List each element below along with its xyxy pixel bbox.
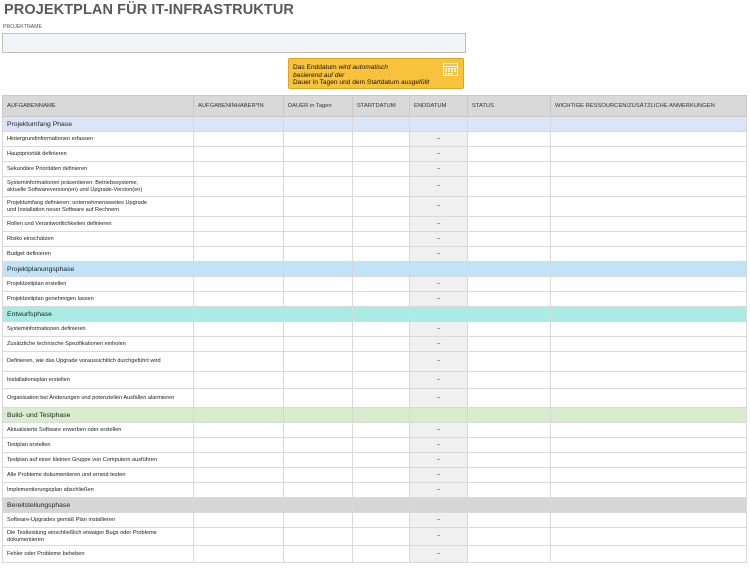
task-name-cell[interactable] [3, 352, 194, 372]
cell-start[interactable] [353, 177, 410, 197]
cell-end: – [410, 292, 468, 307]
cell-notes[interactable] [551, 528, 747, 546]
task-name: Hintergrundinformationen erfassen [7, 135, 94, 142]
cell-duration[interactable] [284, 468, 353, 483]
cell-notes[interactable] [551, 438, 747, 453]
cell-duration[interactable] [284, 292, 353, 307]
table-row [3, 197, 747, 217]
cell-status[interactable] [468, 322, 551, 337]
cell-duration[interactable] [284, 372, 353, 389]
cell-notes[interactable] [551, 322, 747, 337]
phase-cell-start[interactable] [353, 498, 410, 513]
cell-duration[interactable] [284, 177, 353, 197]
cell-end: – [410, 232, 468, 247]
table-row [3, 389, 747, 408]
task-name-cell[interactable] [3, 132, 194, 147]
table-row [3, 322, 747, 337]
cell-owner[interactable] [194, 292, 284, 307]
cell-status[interactable] [468, 232, 551, 247]
task-name: Testplan auf einer kleinen Gruppe von Computern ausführen [7, 456, 157, 463]
phase-name: Projektplanungsphase [3, 262, 194, 277]
task-name: Systeminformationen präsentieren: Betriebssysteme, [7, 179, 139, 186]
cell-status[interactable] [468, 292, 551, 307]
cell-duration[interactable] [284, 423, 353, 438]
phase-cell-start[interactable] [353, 262, 410, 277]
cell-notes[interactable] [551, 247, 747, 262]
cell-owner[interactable] [194, 337, 284, 352]
table-header-row [3, 96, 747, 117]
cell-owner[interactable] [194, 528, 284, 546]
cell-start[interactable] [353, 337, 410, 352]
cell-owner[interactable] [194, 546, 284, 563]
col-header-owner: AUFGABENINHABER*IN [194, 96, 284, 117]
phase-cell-duration[interactable] [284, 117, 353, 132]
task-name-cell[interactable] [3, 217, 194, 232]
cell-end: – [410, 277, 468, 292]
task-name-cell[interactable] [3, 147, 194, 162]
table-row [3, 177, 747, 197]
cell-notes[interactable] [551, 147, 747, 162]
cell-notes[interactable] [551, 453, 747, 468]
task-name: Installationsplan erstellen [7, 376, 70, 383]
phase-cell-status[interactable] [468, 408, 551, 423]
table-row [3, 372, 747, 389]
cell-duration[interactable] [284, 247, 353, 262]
cell-notes[interactable] [551, 217, 747, 232]
table-row [3, 528, 747, 546]
cell-duration[interactable] [284, 277, 353, 292]
task-name: Software-Upgrades gemäß Plan installieren [7, 516, 116, 523]
cell-notes[interactable] [551, 292, 747, 307]
cell-duration[interactable] [284, 352, 353, 372]
cell-end: – [410, 162, 468, 177]
cell-start[interactable] [353, 322, 410, 337]
cell-start[interactable] [353, 468, 410, 483]
phase-cell-status[interactable] [468, 117, 551, 132]
cell-status[interactable] [468, 483, 551, 498]
task-name: Alle Probleme dokumentieren und erneut testen [7, 471, 126, 478]
phase-cell-end[interactable] [410, 117, 468, 132]
cell-end: – [410, 352, 468, 372]
cell-start[interactable] [353, 132, 410, 147]
cell-notes[interactable] [551, 177, 747, 197]
phase-cell-status[interactable] [468, 498, 551, 513]
phase-cell-duration[interactable] [284, 307, 353, 322]
phase-row [3, 307, 747, 322]
phase-cell-end[interactable] [410, 498, 468, 513]
cell-owner[interactable] [194, 468, 284, 483]
task-name-line2: dokumentieren [7, 536, 45, 543]
cell-start[interactable] [353, 423, 410, 438]
cell-owner[interactable] [194, 247, 284, 262]
col-header-notes: WICHTIGE RESSOURCEN/ZUSÄTZLICHE ANMERKUNGEN [551, 96, 747, 117]
cell-duration[interactable] [284, 162, 353, 177]
phase-cell-status[interactable] [468, 307, 551, 322]
cell-status[interactable] [468, 277, 551, 292]
table-row [3, 162, 747, 177]
cell-owner[interactable] [194, 453, 284, 468]
task-name-line2: und Installation neuer Software auf Rechnern [7, 206, 120, 213]
cell-start[interactable] [353, 162, 410, 177]
cell-start[interactable] [353, 217, 410, 232]
cell-end: – [410, 337, 468, 352]
task-name: Die Testleistung einschließlich etwaiger Bugs oder Probleme [7, 529, 157, 536]
cell-duration[interactable] [284, 197, 353, 217]
phase-cell-duration[interactable] [284, 498, 353, 513]
cell-owner[interactable] [194, 132, 284, 147]
cell-end: – [410, 217, 468, 232]
phase-cell-owner[interactable] [194, 117, 284, 132]
task-name-cell[interactable] [3, 528, 194, 546]
cell-duration[interactable] [284, 337, 353, 352]
cell-start[interactable] [353, 277, 410, 292]
cell-notes[interactable] [551, 389, 747, 408]
task-name: Risiko einschätzen [7, 235, 54, 242]
table-row [3, 337, 747, 352]
task-name: Sekundäre Prioritäten definieren [7, 165, 88, 172]
task-name-cell[interactable] [3, 423, 194, 438]
cell-start[interactable] [353, 292, 410, 307]
cell-owner[interactable] [194, 277, 284, 292]
cell-owner[interactable] [194, 217, 284, 232]
cell-owner[interactable] [194, 162, 284, 177]
task-name-cell[interactable] [3, 372, 194, 389]
task-name: Testplan erstellen [7, 441, 51, 448]
task-name-cell[interactable] [3, 389, 194, 408]
cell-owner[interactable] [194, 147, 284, 162]
cell-status[interactable] [468, 162, 551, 177]
cell-duration[interactable] [284, 322, 353, 337]
cell-end: – [410, 197, 468, 217]
cell-duration[interactable] [284, 528, 353, 546]
cell-status[interactable] [468, 372, 551, 389]
table-row [3, 483, 747, 498]
cell-start[interactable] [353, 247, 410, 262]
project-name-field[interactable] [2, 33, 466, 53]
phase-cell-start[interactable] [353, 117, 410, 132]
task-name-line2: aktuelle Softwareversion(en) und Upgrade-Version(en) [7, 186, 143, 193]
table-row [3, 232, 747, 247]
calendar-icon [443, 63, 458, 76]
task-name-cell[interactable] [3, 162, 194, 177]
cell-owner[interactable] [194, 423, 284, 438]
phase-name: Projektumfang Phase [3, 117, 194, 132]
phase-name: Build- und Testphase [3, 408, 194, 423]
phase-row [3, 262, 747, 277]
phase-cell-start[interactable] [353, 408, 410, 423]
table-row [3, 352, 747, 372]
task-name: Projektumfang definieren: unternehmensweites Upgrade [7, 199, 147, 206]
phase-cell-status[interactable] [468, 262, 551, 277]
phase-row [3, 408, 747, 423]
cell-owner[interactable] [194, 352, 284, 372]
cell-start[interactable] [353, 352, 410, 372]
cell-owner[interactable] [194, 322, 284, 337]
cell-end: – [410, 468, 468, 483]
cell-notes[interactable] [551, 513, 747, 528]
page-title: PROJEKTPLAN FÜR IT-INFRASTRUKTUR [4, 2, 294, 18]
cell-notes[interactable] [551, 277, 747, 292]
phase-cell-notes[interactable] [551, 498, 747, 513]
cell-end: – [410, 483, 468, 498]
task-name: Rollen und Verantwortlichkeiten definieren [7, 220, 112, 227]
cell-start[interactable] [353, 453, 410, 468]
task-name-cell[interactable] [3, 322, 194, 337]
cell-duration[interactable] [284, 546, 353, 563]
cell-start[interactable] [353, 232, 410, 247]
cell-owner[interactable] [194, 483, 284, 498]
cell-status[interactable] [468, 352, 551, 372]
cell-end: – [410, 147, 468, 162]
cell-status[interactable] [468, 247, 551, 262]
task-name-cell[interactable] [3, 483, 194, 498]
cell-duration[interactable] [284, 147, 353, 162]
cell-notes[interactable] [551, 483, 747, 498]
table-row [3, 438, 747, 453]
cell-status[interactable] [468, 513, 551, 528]
cell-start[interactable] [353, 546, 410, 563]
cell-status[interactable] [468, 197, 551, 217]
cell-end: – [410, 453, 468, 468]
phase-cell-notes[interactable] [551, 117, 747, 132]
phase-row [3, 498, 747, 513]
task-name-cell[interactable] [3, 247, 194, 262]
cell-owner[interactable] [194, 438, 284, 453]
cell-end: – [410, 423, 468, 438]
task-name-cell[interactable] [3, 277, 194, 292]
cell-status[interactable] [468, 528, 551, 546]
col-header-task: AUFGABENNAME [3, 96, 194, 117]
phase-cell-end[interactable] [410, 307, 468, 322]
phase-cell-end[interactable] [410, 262, 468, 277]
cell-start[interactable] [353, 372, 410, 389]
cell-duration[interactable] [284, 438, 353, 453]
cell-duration[interactable] [284, 453, 353, 468]
cell-notes[interactable] [551, 197, 747, 217]
table-row [3, 513, 747, 528]
phase-name: Entwurfsphase [3, 307, 194, 322]
cell-status[interactable] [468, 217, 551, 232]
cell-notes[interactable] [551, 162, 747, 177]
cell-end: – [410, 322, 468, 337]
cell-owner[interactable] [194, 513, 284, 528]
task-name-cell[interactable] [3, 232, 194, 247]
task-name: Hauptpriorität definieren [7, 150, 67, 157]
col-header-status: STATUS [468, 96, 551, 117]
task-name-cell[interactable] [3, 337, 194, 352]
task-name: Zusätzliche technische Spezifikationen einholen [7, 340, 126, 347]
task-name-cell[interactable] [3, 177, 194, 197]
task-name: Organisation bei Änderungen und potenziellen Ausfällen alarmieren [7, 394, 175, 401]
table-row [3, 147, 747, 162]
cell-status[interactable] [468, 438, 551, 453]
table-row [3, 468, 747, 483]
task-name: Systeminformationen definieren [7, 325, 86, 332]
cell-start[interactable] [353, 438, 410, 453]
cell-start[interactable] [353, 483, 410, 498]
task-name: Fehler oder Probleme beheben [7, 550, 85, 557]
cell-start[interactable] [353, 389, 410, 408]
phase-cell-owner[interactable] [194, 498, 284, 513]
phase-name: Bereitstellungsphase [3, 498, 194, 513]
task-name: Budget definieren [7, 250, 51, 257]
task-name-cell[interactable] [3, 546, 194, 563]
cell-end: – [410, 528, 468, 546]
task-name: Definieren, wie das Upgrade voraussichtlich durchgeführt wird [7, 358, 161, 364]
cell-notes[interactable] [551, 337, 747, 352]
cell-end: – [410, 177, 468, 197]
cell-owner[interactable] [194, 197, 284, 217]
task-name: Aktualisierte Software erwerben oder erstellen [7, 426, 122, 433]
cell-end: – [410, 372, 468, 389]
table-row [3, 217, 747, 232]
cell-notes[interactable] [551, 546, 747, 563]
task-name-cell[interactable] [3, 468, 194, 483]
phase-cell-start[interactable] [353, 307, 410, 322]
phase-cell-duration[interactable] [284, 262, 353, 277]
phase-cell-notes[interactable] [551, 307, 747, 322]
phase-row [3, 117, 747, 132]
task-name: Implementierungsplan abschließen [7, 486, 94, 493]
col-header-duration: DAUER in Tagen [284, 96, 353, 117]
phase-cell-owner[interactable] [194, 408, 284, 423]
task-name-cell[interactable] [3, 438, 194, 453]
phase-cell-owner[interactable] [194, 307, 284, 322]
cell-notes[interactable] [551, 372, 747, 389]
task-name-cell[interactable] [3, 197, 194, 217]
cell-status[interactable] [468, 337, 551, 352]
cell-duration[interactable] [284, 217, 353, 232]
cell-owner[interactable] [194, 232, 284, 247]
task-name-cell[interactable] [3, 513, 194, 528]
task-name: Projektzeitplan erstellen [7, 280, 67, 287]
cell-notes[interactable] [551, 468, 747, 483]
cell-status[interactable] [468, 468, 551, 483]
cell-status[interactable] [468, 546, 551, 563]
cell-end: – [410, 438, 468, 453]
cell-status[interactable] [468, 423, 551, 438]
end-date-note: Das Enddatum wird automatisch basierend auf der Dauer in Tagen und dem Startdatum ausgefüllt [288, 58, 464, 89]
cell-duration[interactable] [284, 513, 353, 528]
cell-end: – [410, 513, 468, 528]
task-name-cell[interactable] [3, 453, 194, 468]
cell-status[interactable] [468, 177, 551, 197]
col-header-end: ENDDATUM [410, 96, 468, 117]
cell-end: – [410, 132, 468, 147]
cell-status[interactable] [468, 147, 551, 162]
phase-cell-duration[interactable] [284, 408, 353, 423]
table-row [3, 423, 747, 438]
cell-owner[interactable] [194, 389, 284, 408]
cell-start[interactable] [353, 528, 410, 546]
cell-status[interactable] [468, 453, 551, 468]
cell-owner[interactable] [194, 177, 284, 197]
phase-cell-end[interactable] [410, 408, 468, 423]
table-row [3, 277, 747, 292]
cell-status[interactable] [468, 389, 551, 408]
phase-cell-notes[interactable] [551, 408, 747, 423]
task-name: Projektzeitplan genehmigen lassen [7, 295, 94, 302]
cell-start[interactable] [353, 513, 410, 528]
cell-notes[interactable] [551, 423, 747, 438]
task-name-cell[interactable] [3, 292, 194, 307]
table-row [3, 453, 747, 468]
cell-duration[interactable] [284, 132, 353, 147]
cell-start[interactable] [353, 197, 410, 217]
table-row [3, 132, 747, 147]
cell-notes[interactable] [551, 232, 747, 247]
cell-notes[interactable] [551, 352, 747, 372]
phase-cell-owner[interactable] [194, 262, 284, 277]
project-plan-table [2, 95, 747, 563]
col-header-start: STARTDATUM [353, 96, 410, 117]
cell-notes[interactable] [551, 132, 747, 147]
cell-end: – [410, 389, 468, 408]
cell-duration[interactable] [284, 232, 353, 247]
table-row [3, 247, 747, 262]
table-row [3, 292, 747, 307]
phase-cell-notes[interactable] [551, 262, 747, 277]
table-row [3, 546, 747, 563]
project-name-label: PROJEKTNAME [3, 24, 42, 30]
cell-start[interactable] [353, 147, 410, 162]
cell-duration[interactable] [284, 483, 353, 498]
cell-end: – [410, 546, 468, 563]
cell-duration[interactable] [284, 389, 353, 408]
cell-end: – [410, 247, 468, 262]
cell-owner[interactable] [194, 372, 284, 389]
cell-status[interactable] [468, 132, 551, 147]
